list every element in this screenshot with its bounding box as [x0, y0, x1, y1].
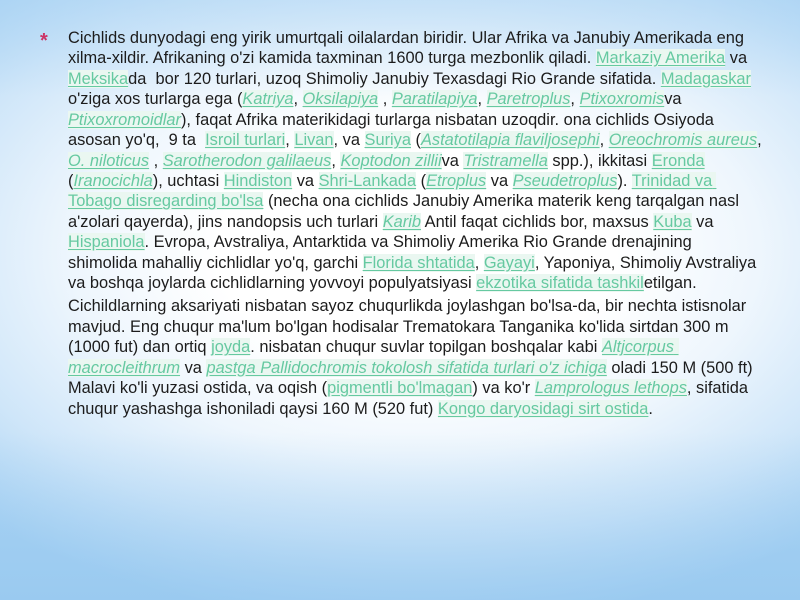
text-run: , sifatida chuqur yashashga ishoniladi qaysi 160 M (520 fut): [68, 379, 753, 418]
hyperlink[interactable]: Livan: [294, 131, 334, 150]
hyperlink[interactable]: Etroplus: [426, 171, 487, 190]
text-run: . Evropa, Avstraliya, Antarktida va Shimoliy Amerika Rio Grande drenajining shimolida mahalliy cichlidlar yo'q, garchi: [68, 233, 697, 272]
hyperlink[interactable]: Oksilapiya: [302, 90, 379, 109]
text-run: ) va ko'r: [472, 379, 535, 398]
hyperlink[interactable]: Lamprologus lethops: [534, 379, 687, 398]
hyperlink[interactable]: joyda: [211, 338, 251, 357]
hyperlink[interactable]: Astatotilapia flaviljosephi: [421, 131, 600, 150]
text-run: ), uchtasi: [152, 171, 224, 190]
hyperlink[interactable]: ekzotika sifatida tashkil: [476, 274, 644, 293]
paragraph: [68, 28, 767, 293]
hyperlink[interactable]: Altjcorpus macrocleithrum: [68, 338, 679, 377]
text-run: . nisbatan chuqur suvlar topilgan boshqalar kabi: [250, 338, 602, 357]
text-run: oladi 150 M (500 ft) Malavi ko'li yuzasi ostida, va oqish (: [68, 358, 758, 398]
hyperlink[interactable]: Markaziy Amerika: [595, 49, 726, 68]
text-run: .: [648, 399, 653, 418]
hyperlink[interactable]: Ptixoxromis: [579, 90, 665, 109]
hyperlink[interactable]: Koptodon zillii: [340, 151, 442, 170]
bullet-asterisk-icon: *: [40, 30, 48, 52]
text-run: ,: [599, 131, 609, 150]
paragraph: [68, 296, 764, 419]
hyperlink[interactable]: Karib: [382, 212, 421, 231]
text-run: va: [664, 90, 687, 109]
text-run: va: [292, 171, 319, 190]
text-run: ,: [474, 253, 484, 272]
hyperlink[interactable]: Florida shtatida: [362, 253, 475, 272]
hyperlink[interactable]: Isroil turlari: [205, 131, 286, 150]
hyperlink[interactable]: Sarotherodon galilaeus: [162, 151, 332, 170]
text-run: ,: [570, 90, 580, 109]
text-run: va: [725, 49, 752, 68]
text-run: (: [68, 151, 710, 190]
text-run: ,: [293, 90, 303, 109]
slide-body: [40, 28, 767, 419]
text-run: ), faqat Afrika materikidagi turlarga nisbatan uzoqdir. ona cichlids Osiyoda asosan yo'q, 9 ta: [68, 110, 719, 150]
hyperlink[interactable]: Paratilapiya: [391, 90, 478, 109]
hyperlink[interactable]: Katriya: [242, 90, 294, 109]
text-run: da bor 120 turlari, uzoq Shimoliy Janubiy Texasdagi Rio Grande sifatida.: [128, 69, 661, 88]
hyperlink[interactable]: Iranocichla: [73, 171, 153, 190]
text-run: spp.), ikkitasi: [547, 151, 652, 170]
text-run: va: [691, 212, 718, 231]
hyperlink[interactable]: Pseudetroplus: [512, 171, 618, 190]
text-run: (: [416, 171, 427, 190]
hyperlink[interactable]: Meksika: [68, 69, 129, 88]
text-run: Cichildlarning aksariyati nisbatan sayoz chuqurlikda joylashgan bo'lsa-da, bir nechta istisnolar mavjud. Eng chuqur ma'lum bo'lgan hodisalar Trematokara Tanganika ko'lida sirtdan 300 m (1000 fut) dan ortiq: [68, 297, 751, 357]
text-run: ,: [285, 131, 295, 150]
hyperlink[interactable]: pastga Pallidochromis tokolosh sifatida turlari o'z ichiga: [206, 358, 607, 377]
text-run: ).: [617, 171, 632, 190]
text-run: , Yaponiya, Shimoliy Avstraliya va boshqa joylarda cichlidlarning yovvoyi populyatsiyasi: [68, 253, 761, 293]
text-run: , va: [333, 131, 365, 150]
hyperlink[interactable]: Suriya: [364, 131, 411, 150]
text-run: ,: [149, 151, 163, 170]
text-run: va: [486, 171, 513, 190]
hyperlink[interactable]: Paretroplus: [486, 90, 571, 109]
text-run: Antil faqat cichlids bor, maxsus: [420, 212, 654, 231]
hyperlink[interactable]: Ptixoxromoidlar: [68, 110, 181, 129]
text-run: va: [441, 151, 464, 170]
text-run: (: [410, 131, 421, 150]
hyperlink[interactable]: O. niloticus: [68, 151, 150, 170]
text-run: ,: [378, 90, 392, 109]
text-run: ,: [331, 151, 341, 170]
hyperlink[interactable]: Eronda: [651, 151, 705, 170]
hyperlink[interactable]: pigmentli bo'lmagan: [327, 379, 473, 398]
hyperlink[interactable]: Kongo daryosidagi sirt ostida: [437, 399, 649, 418]
text-run: ,: [477, 90, 487, 109]
text-run: Cichlids dunyodagi eng yirik umurtqali oilalardan biridir. Ular Afrika va Janubiy Amerikada eng xilma-xildir. Afrikaning o'zi kamida taxminan 1600 turga mezbonlik qiladi.: [68, 29, 749, 68]
text-run: (necha ona cichlids Janubiy Amerika materik keng tarqalgan nasl a'zolari qayerda), jins nandopsis uch turlari: [68, 192, 744, 231]
hyperlink[interactable]: Hispaniola: [68, 233, 145, 252]
hyperlink[interactable]: Gayayi: [483, 253, 535, 272]
hyperlink[interactable]: Hindiston: [223, 171, 293, 190]
hyperlink[interactable]: Shri-Lankada: [318, 171, 417, 190]
hyperlink[interactable]: Oreochromis aureus: [608, 131, 758, 150]
text-run: ,: [757, 131, 767, 150]
hyperlink[interactable]: Trinidad va Tobago disregarding bo'lsa: [68, 171, 717, 211]
hyperlink[interactable]: Tristramella: [463, 151, 548, 170]
text-run: o'ziga xos turlarga ega (: [68, 69, 756, 109]
hyperlink[interactable]: Kuba: [653, 212, 692, 231]
text-block: [68, 28, 767, 419]
text-run: etilgan.: [643, 274, 697, 293]
hyperlink[interactable]: Madagaskar: [660, 69, 752, 88]
text-run: va: [180, 358, 207, 377]
